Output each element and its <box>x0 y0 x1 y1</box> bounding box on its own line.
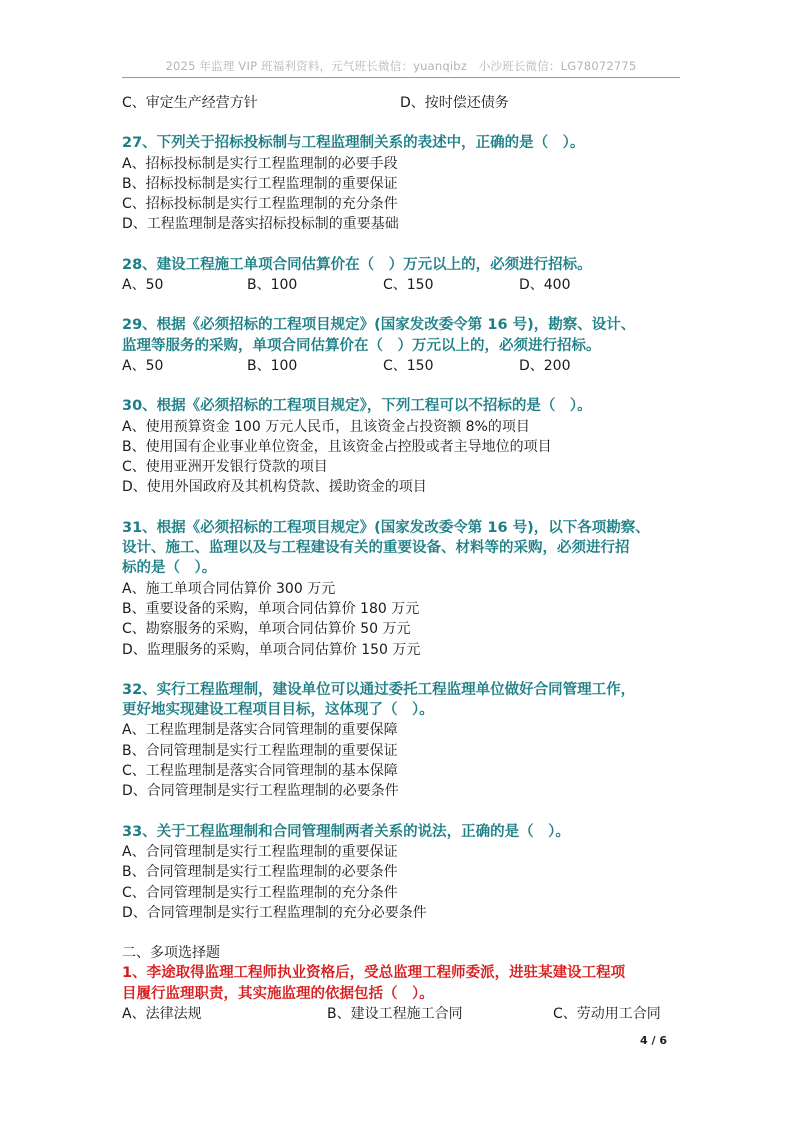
option-b: B、建设工程施工合同 <box>327 1005 463 1022</box>
question-title-line-3: 标的是（ ）。 <box>122 560 217 577</box>
option-c: C、招标投标制是实行工程监理制的充分条件 <box>122 196 398 213</box>
page-number: 4 / 6 <box>640 1034 667 1047</box>
option-c: C、审定生产经营方针 <box>122 95 258 111</box>
option-a: A、施工单项合同估算价 300 万元 <box>122 580 336 597</box>
question-31 <box>122 518 682 660</box>
options-row <box>122 1004 682 1024</box>
option-c: C、勘察服务的采购，单项合同估算价 50 万元 <box>122 621 411 638</box>
question-title: 28、建设工程施工单项合同估算价在（ ）万元以上的，必须进行招标。 <box>122 256 592 273</box>
option-a: A、工程监理制是落实合同管理制的重要保障 <box>122 722 398 739</box>
option-a: A、合同管理制是实行工程监理制的重要保证 <box>122 843 398 860</box>
question-title-line-2: 更好地实现建设工程项目目标，这体现了（ ）。 <box>122 702 434 719</box>
option-b: B、100 <box>247 357 298 374</box>
option-a: A、50 <box>122 277 164 294</box>
question-title-line-2: 目履行监理职责，其实施监理的依据包括（ ）。 <box>122 985 434 1002</box>
option-a: A、法律法规 <box>122 1005 202 1022</box>
question-title-line-2: 监理等服务的采购，单项合同估算价在（ ）万元以上的，必须进行招标。 <box>122 337 601 354</box>
option-b: B、合同管理制是实行工程监理制的必要条件 <box>122 864 398 881</box>
question-32 <box>122 680 682 802</box>
option-b: B、重要设备的采购，单项合同估算价 180 万元 <box>122 600 420 617</box>
option-d: D、监理服务的采购，单项合同估算价 150 万元 <box>122 641 421 658</box>
option-c: C、合同管理制是实行工程监理制的充分条件 <box>122 884 398 901</box>
option-d: D、合同管理制是实行工程监理制的必要条件 <box>122 783 399 800</box>
question-title-line-1: 29、根据《必须招标的工程项目规定》(国家发改委令第 16 号)，勘察、设计、 <box>122 317 636 334</box>
question-title-line-2: 设计、施工、监理以及与工程建设有关的重要设备、材料等的采购，必须进行招 <box>122 540 630 557</box>
multi-question-1 <box>122 963 682 1024</box>
option-c: C、使用亚洲开发银行贷款的项目 <box>122 459 328 476</box>
option-b: B、100 <box>247 277 298 294</box>
option-d: D、400 <box>519 277 571 294</box>
question-30 <box>122 396 682 497</box>
option-c: C、150 <box>383 357 434 374</box>
question-title: 30、根据《必须招标的工程项目规定》，下列工程可以不招标的是（ ）。 <box>122 398 592 415</box>
option-b: B、招标投标制是实行工程监理制的重要保证 <box>122 175 398 192</box>
question-29 <box>122 315 682 376</box>
option-c: C、工程监理制是落实合同管理制的基本保障 <box>122 763 398 780</box>
question-title-line-1: 32、实行工程监理制，建设单位可以通过委托工程监理单位做好合同管理工作， <box>122 681 636 698</box>
header-rule <box>122 77 680 78</box>
prev-question-options <box>122 93 682 113</box>
option-d: D、200 <box>519 357 571 374</box>
option-a: A、招标投标制是实行工程监理制的必要手段 <box>122 155 398 172</box>
question-27 <box>122 133 682 234</box>
option-c: C、150 <box>383 277 434 294</box>
option-d: D、合同管理制是实行工程监理制的充分必要条件 <box>122 904 427 921</box>
question-33 <box>122 822 682 923</box>
option-b: B、合同管理制是实行工程监理制的重要保证 <box>122 742 398 759</box>
option-d: D、工程监理制是落实招标投标制的重要基础 <box>122 216 399 233</box>
document-body <box>122 93 682 1024</box>
option-d: D、按时偿还债务 <box>400 95 509 111</box>
option-c: C、劳动用工合同 <box>553 1005 661 1022</box>
question-title-line-1: 31、根据《必须招标的工程项目规定》(国家发改委令第 16 号)，以下各项勘察、 <box>122 519 650 536</box>
page-header: 2025 年监理 VIP 班福利资料，元气班长微信：yuanqibz 小沙班长微信：LG78072775 <box>165 59 637 73</box>
options-row <box>122 356 682 376</box>
option-a: A、50 <box>122 357 164 374</box>
option-d: D、使用外国政府及其机构贷款、援助资金的项目 <box>122 479 427 496</box>
question-title: 33、关于工程监理制和合同管理制两者关系的说法，正确的是（ ）。 <box>122 823 570 840</box>
question-title: 27、下列关于招标投标制与工程监理制关系的表述中，正确的是（ ）。 <box>122 135 585 152</box>
section-title-multiple-choice: 二、多项选择题 <box>122 945 220 962</box>
question-28 <box>122 255 682 296</box>
option-a: A、使用预算资金 100 万元人民币，且该资金占投资额 8%的项目 <box>122 418 530 435</box>
options-row <box>122 275 682 295</box>
question-title-line-1: 1、李途取得监理工程师执业资格后，受总监理工程师委派，进驻某建设工程项 <box>122 965 626 982</box>
option-b: B、使用国有企业事业单位资金，且该资金占控股或者主导地位的项目 <box>122 438 552 455</box>
